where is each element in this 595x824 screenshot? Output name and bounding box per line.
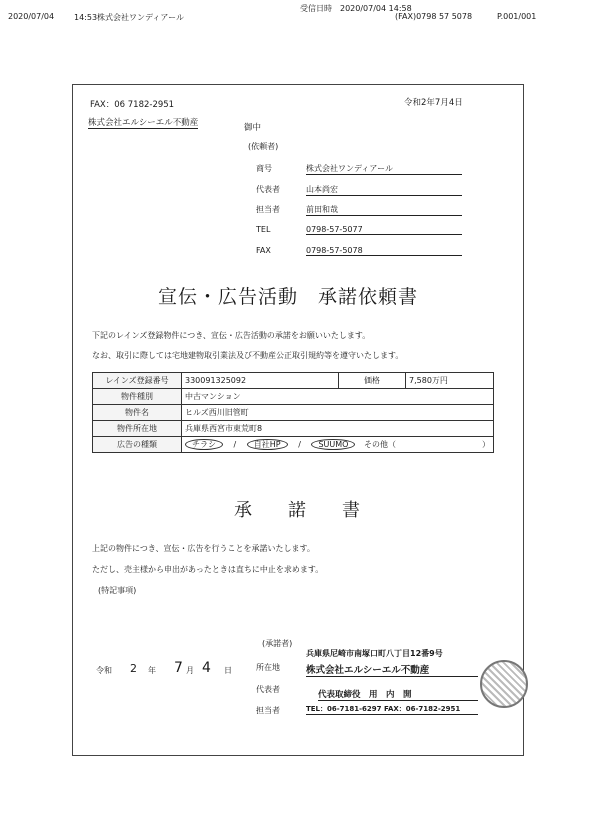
grantor-address-label: 所在地	[256, 663, 280, 672]
fax-received: 受信日時 2020/07/04 14:58	[300, 4, 412, 13]
recipient-honorific: 御中	[244, 123, 262, 133]
fax-number-header: (FAX)0798 57 5078	[395, 12, 473, 21]
requester-rep-label: 代表者	[256, 185, 280, 194]
requester-staff: 前田和哉	[306, 204, 462, 216]
fax-to: FAX：06 7182-2951	[90, 100, 175, 110]
grantor-contact: TEL：06-7181-6297 FAX：06-7182-2951	[306, 704, 478, 715]
requester-tel: 0798-57-5077	[306, 225, 462, 235]
ad-type-flyer: チラシ	[185, 439, 223, 450]
type-label: 物件種別	[93, 389, 182, 405]
ad-type-close-paren: ）	[482, 440, 490, 449]
reins-label: レインズ登録番号	[93, 373, 182, 389]
table-row	[93, 437, 494, 453]
recipient-name: 株式会社エルシーエル不動産	[88, 118, 199, 128]
consent-line-2: ただし、売主様から申出があったときは直ちに中止を求めます。	[92, 565, 324, 574]
property-table	[92, 372, 494, 453]
intro-line-2: なお、取引に際しては宅地建物取引業法及び不動産公正取引規約等を遵守いたします。	[92, 351, 404, 360]
price-label: 価格	[339, 373, 406, 389]
table-row	[93, 421, 494, 437]
notes-label: (特記事項)	[98, 586, 137, 595]
location-value: 兵庫県西宮市東荒町8	[182, 421, 494, 437]
fax-sender: 14:53株式会社ワンディアール	[74, 13, 185, 22]
page-number: P.001/001	[497, 12, 537, 21]
requester-fax-label: FAX	[256, 246, 271, 255]
table-row	[93, 389, 494, 405]
ad-type-own-site: 自社HP	[247, 439, 288, 450]
price-value: 7,580万円	[406, 373, 494, 389]
ad-type-separator: /	[233, 440, 237, 449]
grantor-staff-label: 担当者	[256, 706, 280, 715]
sign-date-era: 令和	[96, 666, 112, 675]
ad-type-label: 広告の種類	[93, 437, 182, 453]
location-label: 物件所在地	[93, 421, 182, 437]
sign-date-year-unit: 年	[148, 666, 156, 675]
requester-tel-label: TEL	[256, 225, 271, 234]
letter-date: 令和2年7月4日	[404, 98, 463, 108]
grantor-trade-name: 株式会社エルシーエル不動産	[306, 662, 478, 677]
requester-staff-label: 担当者	[256, 205, 280, 214]
reins-value: 330091325092	[182, 373, 339, 389]
ad-type-separator: /	[298, 440, 301, 449]
sign-date-day: 4	[202, 660, 211, 676]
sign-date-month-unit: 月	[186, 666, 194, 675]
company-seal	[480, 660, 528, 708]
consent-line-1: 上記の物件につき、宣伝・広告を行うことを承諾いたします。	[92, 544, 315, 553]
grantor-rep: 代表取締役 用 内 開	[318, 688, 478, 701]
requester-fax: 0798-57-5078	[306, 246, 462, 256]
grantor-label: (承諾者)	[262, 639, 293, 648]
type-value: 中古マンション	[182, 389, 494, 405]
consent-title: 承 諾 書	[234, 500, 360, 521]
grantor-rep-label: 代表者	[256, 685, 280, 694]
requester-label: (依頼者)	[248, 142, 279, 151]
name-value: ヒルズ西川旧管町	[182, 405, 494, 421]
name-label: 物件名	[93, 405, 182, 421]
requester-rep: 山本尚宏	[306, 184, 462, 196]
requester-trade-name: 株式会社ワンディアール	[306, 163, 462, 175]
intro-line-1: 下記のレインズ登録物件につき、宣伝・広告活動の承諾をお願いいたします。	[92, 331, 371, 340]
ad-type-other: その他（	[363, 440, 396, 449]
sign-date-year: 2	[130, 662, 137, 675]
sign-date-day-unit: 日	[224, 666, 232, 675]
table-row	[93, 405, 494, 421]
sign-date-month: 7	[174, 660, 183, 676]
requester-trade-name-label: 商号	[256, 164, 272, 173]
ad-type-value	[182, 437, 494, 453]
ad-type-suumo: SUUMO	[311, 439, 355, 450]
fax-date: 2020/07/04	[8, 12, 55, 21]
table-row	[93, 373, 494, 389]
document-title: 宣伝・広告活動 承諾依頼書	[158, 286, 419, 308]
grantor-address: 兵庫県尼崎市南塚口町八丁目12番9号	[306, 649, 443, 658]
